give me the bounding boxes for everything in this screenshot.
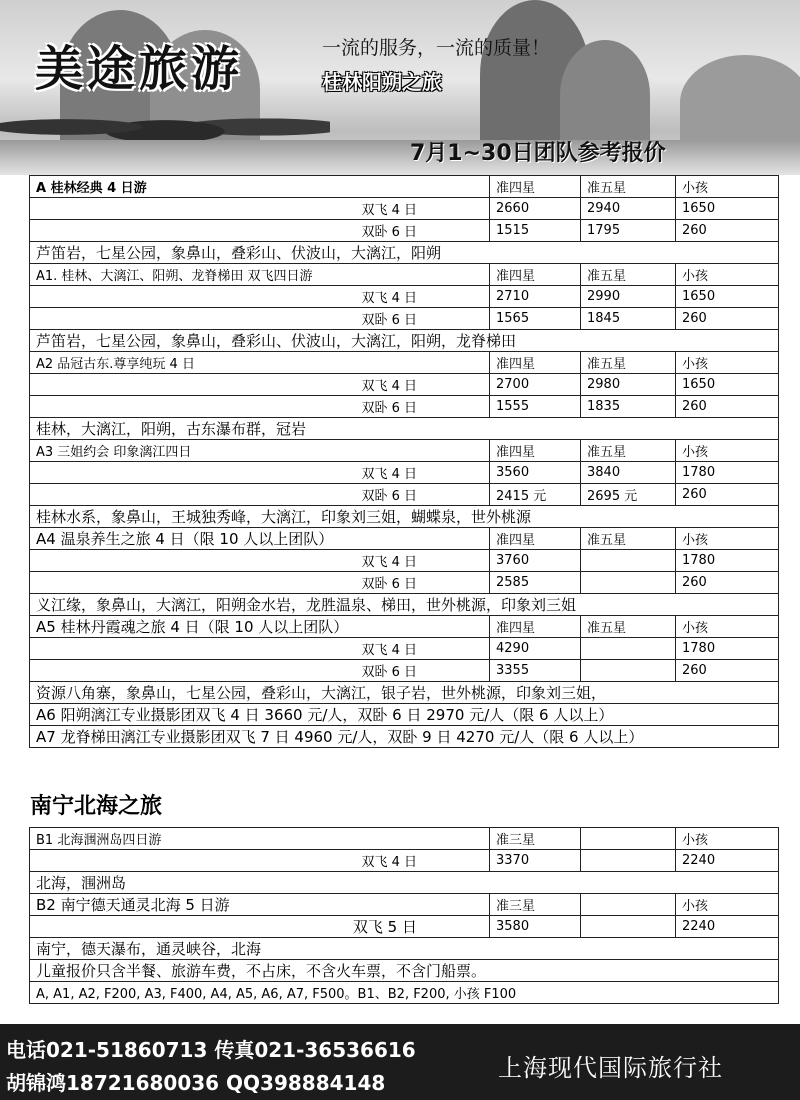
tour-header-row: [30, 352, 779, 374]
company-name: 上海现代国际旅行社: [498, 1054, 723, 1082]
itinerary-text: 南宁，德天瀑布，通灵峡谷，北海: [30, 938, 779, 960]
tour-name: A5 桂林丹霞魂之旅 4 日（限 10 人以上团队）: [30, 616, 490, 638]
price-class-2: [581, 660, 676, 682]
fare-row: [30, 220, 779, 242]
fare-label: 双卧 6 日: [30, 308, 490, 330]
contact-footer: [0, 1024, 800, 1100]
child-col: 小孩: [676, 352, 779, 374]
child-col: 小孩: [676, 528, 779, 550]
price-class-1: 2700: [490, 374, 581, 396]
fare-row: [30, 638, 779, 660]
price-class-1: 1565: [490, 308, 581, 330]
price-child: 1650: [676, 374, 779, 396]
tour-name: A3 三姐约会 印象漓江四日: [30, 440, 490, 462]
fare-row: [30, 550, 779, 572]
price-class-1: 1515: [490, 220, 581, 242]
contact-person: 胡锦鸿18721680036 QQ398884148: [6, 1071, 386, 1095]
itinerary-row: [30, 594, 779, 616]
brand-title: 美途旅游: [35, 41, 244, 97]
itinerary-row: [30, 418, 779, 440]
karst-peak: [680, 55, 800, 150]
price-class-2: 2940: [581, 198, 676, 220]
child-col: 小孩: [676, 894, 779, 916]
child-col: 小孩: [676, 828, 779, 850]
price-class-2: 2990: [581, 286, 676, 308]
price-child: 2240: [676, 850, 779, 872]
class-col-2: [581, 894, 676, 916]
tree-line: [0, 100, 330, 145]
price-child: 260: [676, 396, 779, 418]
itinerary-row: [30, 726, 779, 748]
tour-header-row: [30, 828, 779, 850]
river-water: [0, 140, 800, 175]
class-col-1: 准三星: [490, 828, 581, 850]
price-child: 260: [676, 308, 779, 330]
child-col: 小孩: [676, 176, 779, 198]
itinerary-row: [30, 242, 779, 264]
class-col-1: 准四星: [490, 440, 581, 462]
class-col-1: 准四星: [490, 264, 581, 286]
itinerary-text: 桂林水系，象鼻山，王城独秀峰，大漓江，印象刘三姐，蝴蝶泉，世外桃源: [30, 506, 779, 528]
class-col-1: 准三星: [490, 894, 581, 916]
fare-label: 双卧 6 日: [30, 660, 490, 682]
guilin-price-table: [29, 175, 779, 748]
class-col-2: 准五星: [581, 264, 676, 286]
fare-label: 双卧 6 日: [30, 484, 490, 506]
price-class-1: 4290: [490, 638, 581, 660]
price-class-1: 3370: [490, 850, 581, 872]
class-col-1: 准四星: [490, 176, 581, 198]
fare-row: [30, 396, 779, 418]
tour-header-row: [30, 616, 779, 638]
fare-label: 双卧 6 日: [30, 220, 490, 242]
route-title: 桂林阳朔之旅: [322, 70, 442, 94]
fare-label: 双飞 4 日: [30, 198, 490, 220]
price-child: 260: [676, 484, 779, 506]
price-class-2: [581, 850, 676, 872]
price-class-1: 2660: [490, 198, 581, 220]
tour-header-row: [30, 894, 779, 916]
tour-header-row: [30, 264, 779, 286]
price-class-1: 3580: [490, 916, 581, 938]
tour-name: A4 温泉养生之旅 4 日（限 10 人以上团队）: [30, 528, 490, 550]
fare-row: [30, 308, 779, 330]
child-col: 小孩: [676, 616, 779, 638]
price-class-2: 1835: [581, 396, 676, 418]
class-col-2: 准五星: [581, 528, 676, 550]
itinerary-row: [30, 960, 779, 982]
itinerary-text: A7 龙脊梯田漓江专业摄影团双飞 7 日 4960 元/人，双卧 9 日 4270 元/人（限 6 人以上）: [30, 726, 779, 748]
karst-peak: [560, 40, 650, 150]
price-class-2: 2980: [581, 374, 676, 396]
class-col-1: 准四星: [490, 528, 581, 550]
fare-row: [30, 286, 779, 308]
fare-label: 双飞 4 日: [30, 638, 490, 660]
itinerary-text: A, A1, A2, F200, A3, F400, A4, A5, A6, A7, F500。B1、B2, F200, 小孩 F100: [30, 982, 779, 1004]
fare-row: [30, 850, 779, 872]
tour-header-row: [30, 176, 779, 198]
price-class-2: [581, 916, 676, 938]
fare-label: 双飞 4 日: [30, 286, 490, 308]
fare-label: 双卧 6 日: [30, 572, 490, 594]
fare-label: 双飞 4 日: [30, 374, 490, 396]
class-col-2: 准五星: [581, 440, 676, 462]
tour-name: A1. 桂林、大漓江、阳朔、龙脊梯田 双飞四日游: [30, 264, 490, 286]
itinerary-row: [30, 506, 779, 528]
itinerary-text: 桂林，大漓江，阳朔，古东瀑布群，冠岩: [30, 418, 779, 440]
section-title-nanning-beihai: 南宁北海之旅: [30, 794, 163, 819]
price-heading: 7月1~30日团队参考报价: [410, 141, 666, 166]
child-col: 小孩: [676, 264, 779, 286]
itinerary-row: [30, 872, 779, 894]
itinerary-text: 北海，涠洲岛: [30, 872, 779, 894]
price-class-1: 2585: [490, 572, 581, 594]
itinerary-text: 义江缘，象鼻山，大漓江，阳朔金水岩，龙胜温泉、梯田，世外桃源，印象刘三姐: [30, 594, 779, 616]
class-col-2: [581, 828, 676, 850]
tour-name: B2 南宁德天通灵北海 5 日游: [30, 894, 490, 916]
price-class-2: [581, 638, 676, 660]
price-child: 260: [676, 572, 779, 594]
price-class-1: 3355: [490, 660, 581, 682]
price-class-1: 3560: [490, 462, 581, 484]
fare-row: [30, 572, 779, 594]
price-class-2: 3840: [581, 462, 676, 484]
itinerary-text: 芦笛岩，七星公园，象鼻山，叠彩山、伏波山，大漓江，阳朔，龙脊梯田: [30, 330, 779, 352]
itinerary-row: [30, 330, 779, 352]
tour-name: A2 品冠古东.尊享纯玩 4 日: [30, 352, 490, 374]
price-class-1: 1555: [490, 396, 581, 418]
price-class-2: 1795: [581, 220, 676, 242]
class-col-1: 准四星: [490, 616, 581, 638]
child-col: 小孩: [676, 440, 779, 462]
fare-label: 双飞 4 日: [30, 462, 490, 484]
price-child: 1780: [676, 550, 779, 572]
class-col-1: 准四星: [490, 352, 581, 374]
class-col-2: 准五星: [581, 176, 676, 198]
tour-header-row: [30, 528, 779, 550]
fare-row: [30, 198, 779, 220]
itinerary-text: 儿童报价只含半餐、旅游车费，不占床，不含火车票，不含门船票。: [30, 960, 779, 982]
itinerary-text: 芦笛岩，七星公园，象鼻山，叠彩山、伏波山，大漓江，阳朔: [30, 242, 779, 264]
itinerary-row: [30, 938, 779, 960]
fare-label: 双飞 4 日: [30, 550, 490, 572]
price-child: 1650: [676, 198, 779, 220]
nanning-beihai-price-table: [29, 827, 779, 1004]
fare-row: [30, 374, 779, 396]
price-class-2: 2695 元: [581, 484, 676, 506]
price-class-2: [581, 550, 676, 572]
tour-name: B1 北海涠洲岛四日游: [30, 828, 490, 850]
tour-header-row: [30, 440, 779, 462]
itinerary-row: [30, 982, 779, 1004]
price-child: 1780: [676, 638, 779, 660]
fare-row: [30, 462, 779, 484]
class-col-2: 准五星: [581, 616, 676, 638]
class-col-2: 准五星: [581, 352, 676, 374]
fare-row: [30, 660, 779, 682]
fare-label: 双飞 4 日: [30, 850, 490, 872]
fare-row: [30, 484, 779, 506]
phone-fax: 电话021-51860713 传真021-36536616: [6, 1038, 416, 1062]
price-class-2: [581, 572, 676, 594]
price-class-2: 1845: [581, 308, 676, 330]
tour-name: A 桂林经典 4 日游: [30, 176, 490, 198]
price-child: 1650: [676, 286, 779, 308]
slogan: 一流的服务，一流的质量！: [322, 37, 551, 59]
price-child: 1780: [676, 462, 779, 484]
itinerary-text: 资源八角寨，象鼻山，七星公园，叠彩山，大漓江，银子岩，世外桃源，印象刘三姐，: [30, 682, 779, 704]
price-class-1: 2710: [490, 286, 581, 308]
fare-row: [30, 916, 779, 938]
itinerary-text: A6 阳朔漓江专业摄影团双飞 4 日 3660 元/人，双卧 6 日 2970 元/人（限 6 人以上）: [30, 704, 779, 726]
price-child: 2240: [676, 916, 779, 938]
fare-label: 双飞 5 日: [30, 916, 490, 938]
itinerary-row: [30, 704, 779, 726]
price-class-1: 2415 元: [490, 484, 581, 506]
fare-label: 双卧 6 日: [30, 396, 490, 418]
price-child: 260: [676, 220, 779, 242]
itinerary-row: [30, 682, 779, 704]
price-class-1: 3760: [490, 550, 581, 572]
price-child: 260: [676, 660, 779, 682]
